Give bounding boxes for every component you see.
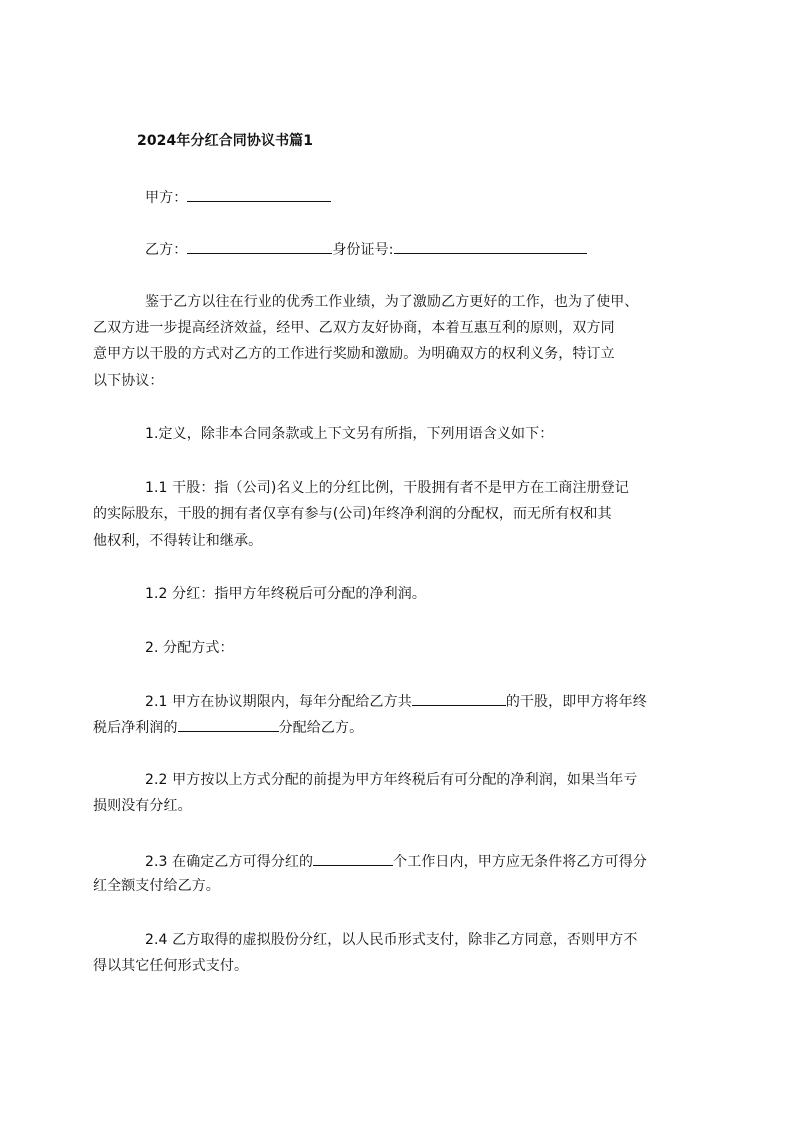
- preamble-line-3: 意甲方以干股的方式对乙方的工作进行奖励和激励。为明确双方的权利义务，特订立: [93, 346, 615, 362]
- clause-2-3-line-1: [145, 850, 647, 872]
- clause-1: 1.定义，除非本合同条款或上下文另有所指，下列用语含义如下：: [145, 426, 554, 442]
- preamble-line-2: 乙双方进一步提高经济效益，经甲、乙双方友好协商，本着互惠互利的原则，双方同: [93, 320, 615, 336]
- clause-2-1-blank-1: [412, 690, 506, 706]
- clause-2: 2. 分配方式：: [145, 640, 234, 656]
- clause-1-2: 1.2 分红：指甲方年终税后可分配的净利润。: [145, 586, 426, 602]
- clause-2-4-line-1: 2.4 乙方取得的虚拟股份分红，以人民币形式支付，除非乙方同意，否则甲方不: [145, 932, 638, 948]
- clause-2-3-blank: [313, 850, 393, 866]
- id-label: 身份证号:: [332, 242, 394, 258]
- clause-2-1-text-d: 分配给乙方。: [278, 720, 364, 736]
- clause-2-3-text-a: 2.3 在确定乙方可得分红的: [145, 854, 314, 870]
- clause-1-1-line-3: 他权利，不得转让和继承。: [93, 533, 263, 549]
- clause-2-2-line-1: 2.2 甲方按以上方式分配的前提为甲方年终税后有可分配的净利润，如果当年亏: [145, 772, 638, 788]
- clause-2-1-line-1: [145, 690, 647, 712]
- clause-2-1-text-a: 2.1 甲方在协议期限内，每年分配给乙方共: [145, 694, 412, 710]
- party-a-label: 甲方：: [145, 190, 188, 206]
- clause-2-4-line-2: 得以其它任何形式支付。: [93, 958, 249, 974]
- clause-2-1-line-2: [93, 716, 363, 738]
- clause-1-1-line-1: 1.1 干股：指（公司)名义上的分红比例，干股拥有者不是甲方在工商注册登记: [145, 480, 629, 496]
- party-b-blank: [187, 238, 332, 254]
- preamble-line-4: 以下协议：: [93, 373, 164, 389]
- clause-2-3-text-b: 个工作日内，甲方应无条件将乙方可得分: [393, 854, 647, 870]
- clause-2-1-text-c: 税后净利润的: [93, 720, 178, 736]
- page-title: 2024年分红合同协议书篇1: [137, 133, 314, 149]
- clause-2-1-blank-2: [178, 716, 279, 732]
- clause-2-1-text-b: 的干股，即甲方将年终: [505, 694, 647, 710]
- preamble-line-1: 鉴于乙方以往在行业的优秀工作业绩，为了激励乙方更好的工作，也为了使甲、: [145, 294, 639, 310]
- clause-2-2-line-2: 损则没有分红。: [93, 798, 192, 814]
- party-a-line: [145, 186, 331, 208]
- id-number-blank: [394, 238, 587, 254]
- clause-2-3-line-2: 红全额支付给乙方。: [93, 878, 220, 894]
- party-a-blank: [187, 186, 331, 202]
- party-b-line: [145, 238, 587, 260]
- party-b-label: 乙方：: [145, 242, 188, 258]
- clause-1-1-line-2: 的实际股东，干股的拥有者仅享有参与(公司)年终净利润的分配权，而无所有权和其: [93, 506, 612, 522]
